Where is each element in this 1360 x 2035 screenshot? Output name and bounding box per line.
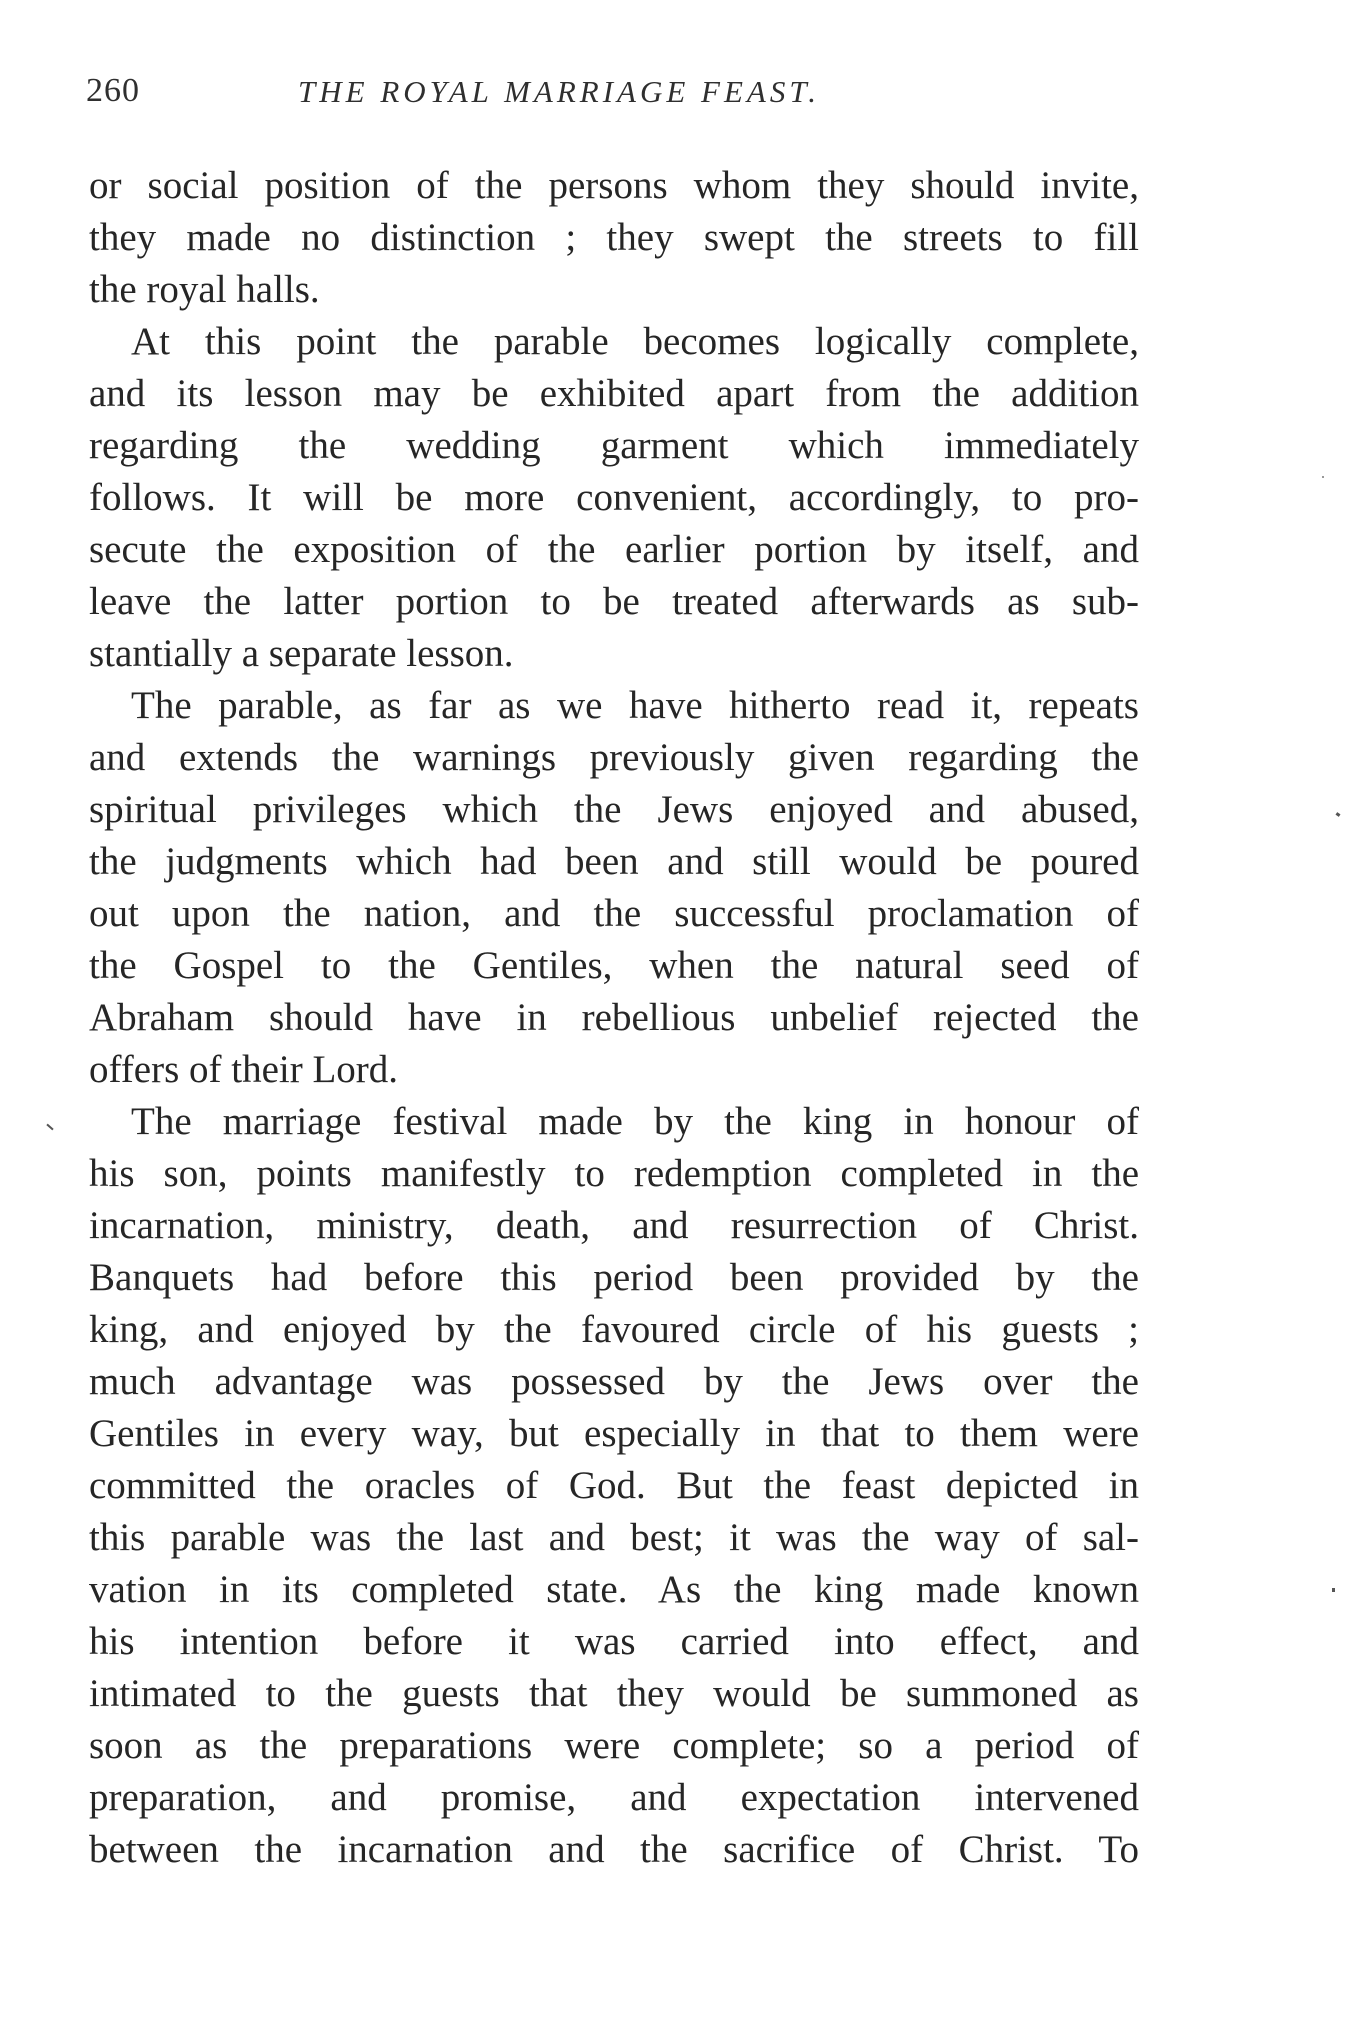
text-line: or social position of the persons whom they should invite, [89,164,1139,207]
text-line: king, and enjoyed by the favoured circle of his guests ; [89,1308,1139,1351]
text-line: The marriage festival made by the king in honour of [131,1100,1139,1143]
margin-speck [46,1124,53,1131]
text-line: Gentiles in every way, but especially in that to them were [89,1412,1139,1455]
text-line: preparation, and promise, and expectation intervened [89,1776,1139,1819]
text-line: leave the latter portion to be treated afterwards as sub- [89,580,1139,623]
text-line: much advantage was possessed by the Jews over the [89,1360,1139,1403]
text-line: offers of their Lord. [89,1048,399,1091]
text-line: follows. It will be more convenient, accordingly, to pro- [89,476,1139,519]
text-line: committed the oracles of God. But the feast depicted in [89,1464,1139,1507]
text-line: his intention before it was carried into effect, and [89,1620,1139,1663]
text-line: spiritual privileges which the Jews enjoyed and abused, [89,788,1139,831]
page-header [86,72,1142,128]
text-line: The parable, as far as we have hitherto read it, repeats [131,684,1139,727]
page-number: 260 [86,72,140,109]
text-line: this parable was the last and best; it was the way of sal- [89,1516,1139,1559]
running-title: THE ROYAL MARRIAGE FEAST. [298,74,821,109]
text-line: regarding the wedding garment which immediately [89,424,1139,467]
text-line: Abraham should have in rebellious unbelief rejected the [89,996,1139,1039]
text-line: the Gospel to the Gentiles, when the natural seed of [89,944,1139,987]
text-line: At this point the parable becomes logically complete, [131,320,1139,363]
text-line: and its lesson may be exhibited apart from the addition [89,372,1139,415]
margin-speck [1332,1588,1335,1592]
text-line: they made no distinction ; they swept the streets to fill [89,216,1139,259]
text-line: out upon the nation, and the successful proclamation of [89,892,1139,935]
text-line: his son, points manifestly to redemption completed in the [89,1152,1139,1195]
body-text [89,160,1139,1876]
margin-speck [1322,476,1324,478]
text-line: the judgments which had been and still would be poured [89,840,1139,883]
text-line: Banquets had before this period been provided by the [89,1256,1139,1299]
text-line: between the incarnation and the sacrifice of Christ. To [89,1828,1139,1871]
text-line: incarnation, ministry, death, and resurrection of Christ. [89,1204,1139,1247]
text-line: stantially a separate lesson. [89,632,514,675]
text-line: the royal halls. [89,268,320,311]
text-line: vation in its completed state. As the king made known [89,1568,1139,1611]
text-line: secute the exposition of the earlier portion by itself, and [89,528,1139,571]
text-line: intimated to the guests that they would be summoned as [89,1672,1139,1715]
margin-speck [1336,812,1341,817]
text-line: and extends the warnings previously given regarding the [89,736,1139,779]
text-line: soon as the preparations were complete; so a period of [89,1724,1139,1767]
